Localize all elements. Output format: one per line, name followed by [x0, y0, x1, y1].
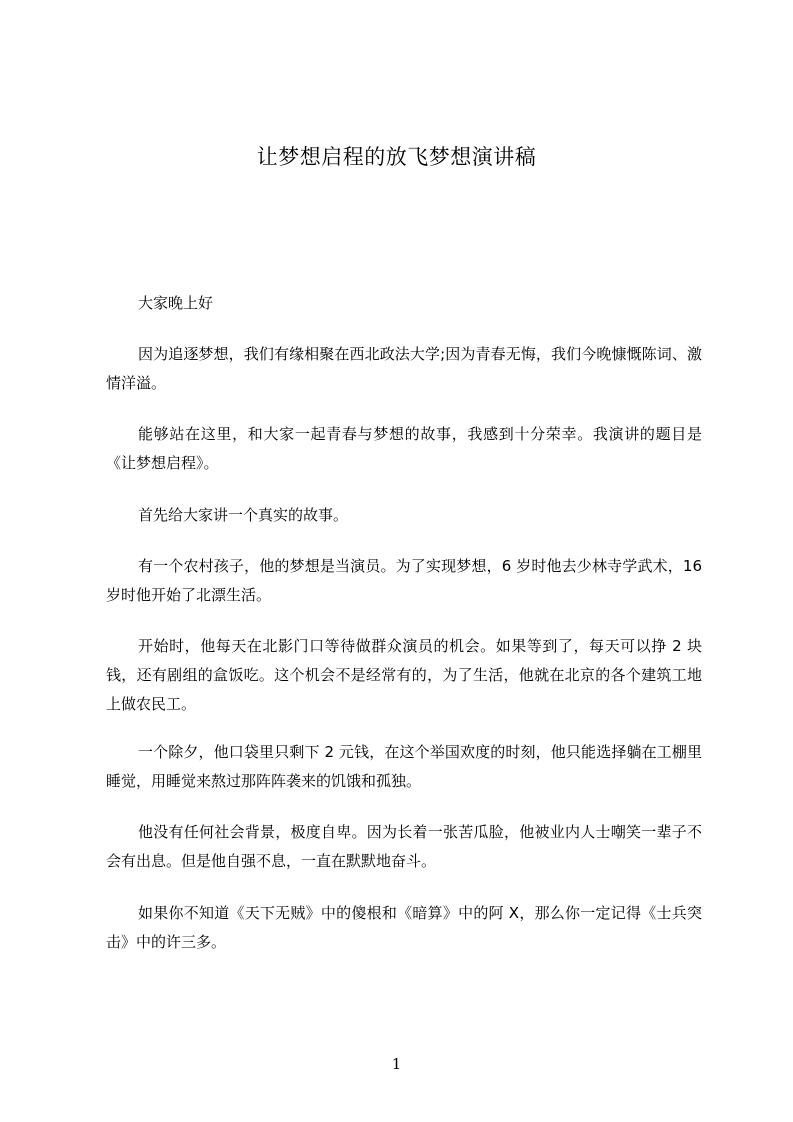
paragraph-greeting: 大家晚上好 [138, 294, 214, 312]
paragraph-new-year-eve: 一个除夕，他口袋里只剩下 2 元钱，在这个举国欢度的时刻，他只能选择躺在工棚里睡觉，用睡觉来熬过那阵阵袭来的饥饿和孤独。 [106, 743, 702, 790]
paragraph-intro: 因为追逐梦想，我们有缘相聚在西北政法大学;因为青春无悔，我们今晚慷慨陈词、激情洋溢。 [106, 345, 702, 392]
paragraph-story-lead: 首先给大家讲一个真实的故事。 [138, 506, 349, 524]
document-title: 让梦想启程的放飞梦想演讲稿 [256, 145, 537, 169]
paragraph-extra-actor: 开始时，他每天在北影门口等待做群众演员的机会。如果等到了，每天可以挣 2 块钱，还有剧组的盒饭吃。这个机会不是经常有的，为了生活，他就在北京的各个建筑工地上做农民工。 [106, 637, 702, 713]
paragraph-topic: 能够站在这里，和大家一起青春与梦想的故事，我感到十分荣幸。我演讲的题目是《让梦想启程》。 [106, 425, 702, 472]
paragraph-roles: 如果你不知道《天下无贼》中的傻根和《暗算》中的阿 X，那么你一定记得《士兵突击》中的许三多。 [106, 904, 702, 951]
paragraph-dream: 有一个农村孩子，他的梦想是当演员。为了实现梦想，6 岁时他去少林寺学武术，16 岁时他开始了北漂生活。 [106, 557, 702, 604]
paragraph-perseverance: 他没有任何社会背景，极度自卑。因为长着一张苦瓜脸，他被业内人士嘲笑一辈子不会有出息。但是他自强不息，一直在默默地奋斗。 [106, 823, 702, 870]
page-number: 1 [391, 1055, 402, 1073]
